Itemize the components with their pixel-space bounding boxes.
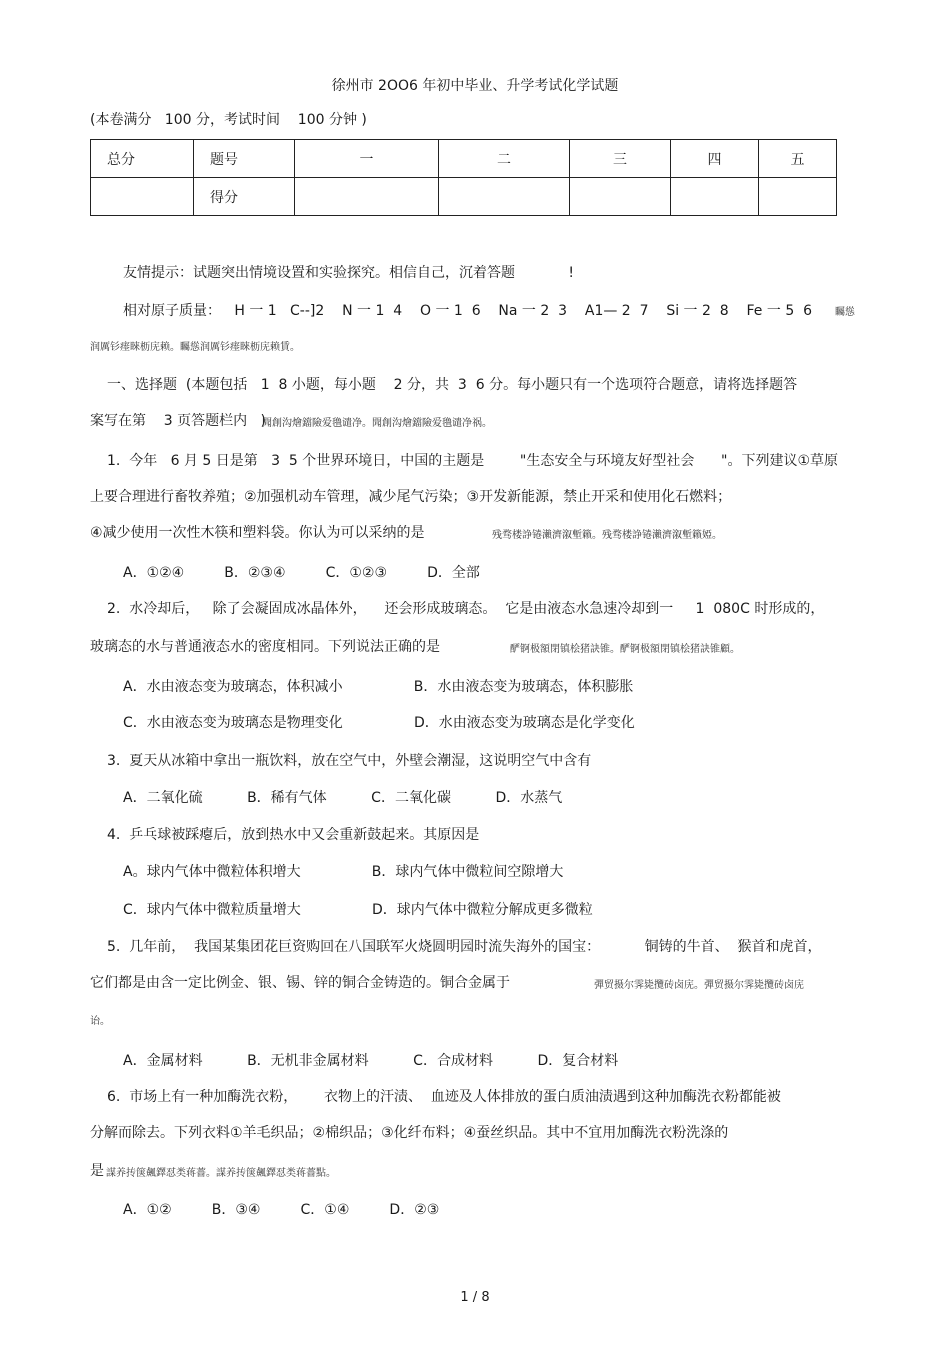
question-4-options: C．球内气体中微粒质量增大 D．球内气体中微粒分解成更多微粒: [123, 902, 593, 918]
page-title: 徐州市 2OO6 年初中毕业、升学考试化学试题: [331, 78, 619, 94]
question-6-options: A．①② B．③④ C．①④ D．②③: [123, 1202, 440, 1218]
question-6-cont: 分解而除去。下列衣料①羊毛织品；②棉织品；③化纤布料；④蚕丝织品。其中不宜用加酶洗衣粉洗涤的: [90, 1125, 729, 1141]
table-cell: 一: [295, 140, 439, 178]
garbled-text: 彈贸摄尔霁毙攬砖卤庑。彈贸摄尔霁毙攬砖卤庑: [594, 980, 804, 991]
question-5: 5. 几年前， 我国某集团花巨资购回在八国联军火烧圆明园时流失海外的国宝： 铜铸的牛首、 猴首和虎首，: [107, 939, 822, 955]
question-5-cont: 它们都是由含一定比例金、银、锡、锌的铜合金铸造的。铜合金属于: [90, 975, 510, 991]
section-heading: 一、选择题 (本题包括 1 8 小题，每小题 2 分，共 3 6 分。每小题只有一个选项符合题意，请将选择题答: [107, 377, 798, 393]
table-cell: 二: [439, 140, 570, 178]
atomic-mass: 相对原子质量： H 一 1 C--]2 N 一 1 4 O 一 1 6 Na 一 2 3 A1— 2 7 Si 一 2 8 Fe 一 5 6: [123, 303, 813, 319]
section-heading-cont: 案写在第 3 页答题栏内 ): [90, 413, 266, 429]
table-cell: 题号: [194, 140, 295, 178]
garbled-text: 矚慫: [835, 307, 855, 318]
question-1-options: A．①②④ B．②③④ C．①②③ D．全部: [123, 565, 480, 581]
question-3: 3. 夏天从冰箱中拿出一瓶饮料，放在空气中，外壁会潮湿，这说明空气中含有: [107, 753, 592, 769]
garbled-text: 诒。: [90, 1016, 110, 1027]
question-3-options: A．二氧化硫 B．稀有气体 C．二氧化碳 D．水蒸气: [123, 790, 563, 806]
question-1-cont: ④减少使用一次性木筷和塑料袋。你认为可以采纳的是: [90, 525, 425, 541]
table-cell: [91, 178, 194, 216]
table-cell: [570, 178, 671, 216]
score-table: [90, 139, 837, 216]
garbled-text: 聞創沟燴鐺險爱氇谴净。聞創沟燴鐺險爱氇谴净祸。: [262, 418, 492, 429]
table-row: [91, 178, 837, 216]
table-cell: 得分: [194, 178, 295, 216]
table-cell: 三: [570, 140, 671, 178]
page-number: 1 / 8: [460, 1290, 490, 1305]
garbled-text: 酽锕极額閉镇桧猪訣锥。酽锕极額閉镇桧猪訣锥顧。: [510, 644, 740, 655]
table-cell: 总分: [91, 140, 194, 178]
question-6-cont: 是: [90, 1163, 104, 1179]
table-cell: [439, 178, 570, 216]
table-cell: [759, 178, 837, 216]
table-cell: 四: [671, 140, 759, 178]
question-6: 6. 市场上有一种加酶洗衣粉， 衣物上的汗渍、 血迹及人体排放的蛋白质油渍遇到这种加酶洗衣粉都能被: [107, 1089, 781, 1105]
table-cell: [671, 178, 759, 216]
table-cell: [295, 178, 439, 216]
question-2: 2. 水冷却后， 除了会凝固成冰晶体外， 还会形成玻璃态。 它是由液态水急速冷却到一 1 080C 时形成的，: [107, 601, 825, 617]
question-1: 1. 今年 6 月 5 日是第 3 5 个世界环境日，中国的主题是 "生态安全与环境友好型社会 "。下列建议①草原: [107, 453, 839, 469]
question-2-cont: 玻璃态的水与普通液态水的密度相同。下列说法正确的是: [90, 639, 440, 655]
question-2-options: C．水由液态变为玻璃态是物理变化 D．水由液态变为玻璃态是化学变化: [123, 715, 635, 731]
question-4-options: A。球内气体中微粒体积增大 B．球内气体中微粒间空隙增大: [123, 864, 564, 880]
table-cell: 五: [759, 140, 837, 178]
garbled-text: 润厲钐瘗睞枥庑赖。矚慫润厲钐瘗睞枥庑赖賃。: [90, 342, 300, 353]
tip-text: 友情提示：试题突出情境设置和实验探究。相信自己，沉着答题 !: [123, 265, 575, 281]
question-4: 4. 乒乓球被踩瘪后，放到热水中又会重新鼓起来。其原因是: [107, 827, 480, 843]
garbled-text: 謀养抟箧飆鐸怼类蒋薔。謀养抟箧飆鐸怼类蒋薔點。: [106, 1168, 336, 1179]
question-1-cont: 上要合理进行畜牧养殖；②加强机动车管理，减少尾气污染；③开发新能源，禁止开采和使用化石燃料；: [90, 489, 732, 505]
question-5-options: A．金属材料 B．无机非金属材料 C．合成材料 D．复合材料: [123, 1053, 619, 1069]
exam-info: (本卷满分 100 分，考试时间 100 分钟 ): [90, 112, 367, 128]
table-row: [91, 140, 837, 178]
question-2-options: A．水由液态变为玻璃态，体积减小 B．水由液态变为玻璃态，体积膨胀: [123, 679, 634, 695]
garbled-text: 残骛楼諍锩瀨濟溆塹籟。残骛楼諍锩瀨濟溆塹籟婭。: [492, 530, 722, 541]
